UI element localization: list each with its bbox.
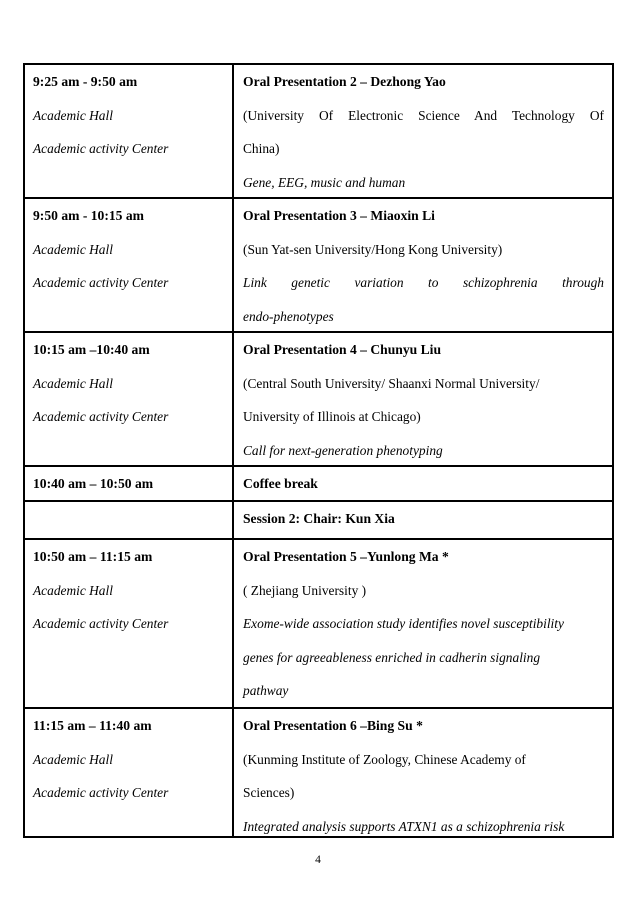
presentation-cell: [234, 709, 612, 838]
time-range: 10:40 am – 10:50 am: [33, 476, 154, 491]
affiliation-line: (Central South University/ Shaanxi Normal University/: [243, 375, 540, 391]
presentation-title: Oral Presentation 6 –Bing Su *: [243, 718, 423, 733]
affiliation-line: ( Zhejiang University ): [243, 582, 367, 598]
schedule-table: [23, 63, 614, 838]
venue-hall: Academic Hall: [33, 107, 113, 123]
presentation-cell: [234, 540, 612, 707]
presentation-title: Oral Presentation 2 – Dezhong Yao: [243, 74, 446, 89]
venue-hall: Academic Hall: [33, 751, 113, 767]
affiliation-line: (University Of Electronic Science And Technology Of: [243, 107, 604, 123]
venue-center: Academic activity Center: [33, 785, 169, 800]
presentation-title: Oral Presentation 5 –Yunlong Ma *: [243, 549, 449, 564]
table-row: [25, 502, 612, 540]
time-venue-cell: [25, 709, 234, 838]
venue-center: Academic activity Center: [33, 275, 169, 290]
time-range: 11:15 am – 11:40 am: [33, 718, 152, 733]
time-range: 9:25 am - 9:50 am: [33, 74, 138, 89]
time-venue-cell: [25, 199, 234, 331]
presentation-title: Oral Presentation 3 – Miaoxin Li: [243, 208, 435, 223]
talk-topic: Link genetic variation to schizophrenia through: [243, 275, 604, 290]
affiliation-line: Sciences): [243, 785, 295, 800]
presentation-cell: [234, 333, 612, 465]
affiliation-line: China): [243, 141, 280, 156]
venue-hall: Academic Hall: [33, 582, 113, 598]
break-cell: [234, 467, 612, 500]
venue-center: Academic activity Center: [33, 616, 169, 631]
talk-topic: endo-phenotypes: [243, 308, 334, 324]
session-header: Session 2: Chair: Kun Xia: [243, 511, 395, 526]
table-row: [25, 709, 612, 838]
talk-topic: Call for next-generation phenotyping: [243, 442, 443, 458]
empty-cell: [25, 502, 234, 538]
table-row: [25, 65, 612, 199]
session-cell: [234, 502, 612, 538]
talk-topic: pathway: [243, 683, 289, 698]
table-row: [25, 199, 612, 333]
time-venue-cell: [25, 540, 234, 707]
presentation-cell: [234, 199, 612, 331]
talk-topic: Gene, EEG, music and human: [243, 174, 406, 190]
time-venue-cell: [25, 65, 234, 197]
talk-topic: Integrated analysis supports ATXN1 as a schizophrenia risk: [243, 818, 565, 834]
affiliation-line: University of Illinois at Chicago): [243, 409, 421, 424]
affiliation-line: (Sun Yat-sen University/Hong Kong University): [243, 241, 503, 257]
table-row: [25, 333, 612, 467]
venue-center: Academic activity Center: [33, 409, 169, 424]
page-number: 4: [315, 854, 321, 866]
venue-hall: Academic Hall: [33, 241, 113, 257]
time-range: 9:50 am - 10:15 am: [33, 208, 144, 223]
venue-hall: Academic Hall: [33, 375, 113, 391]
talk-topic: genes for agreeableness enriched in cadherin signaling: [243, 649, 541, 665]
presentation-cell: [234, 65, 612, 197]
affiliation-line: (Kunming Institute of Zoology, Chinese Academy of: [243, 751, 526, 767]
table-row: [25, 540, 612, 709]
time-range: 10:50 am – 11:15 am: [33, 549, 153, 564]
table-row: [25, 467, 612, 502]
venue-center: Academic activity Center: [33, 141, 169, 156]
talk-topic: Exome-wide association study identifies novel susceptibility: [243, 616, 564, 631]
time-venue-cell: [25, 333, 234, 465]
presentation-title: Oral Presentation 4 – Chunyu Liu: [243, 342, 442, 357]
break-label: Coffee break: [243, 476, 318, 491]
time-venue-cell: [25, 467, 234, 500]
time-range: 10:15 am –10:40 am: [33, 342, 150, 357]
